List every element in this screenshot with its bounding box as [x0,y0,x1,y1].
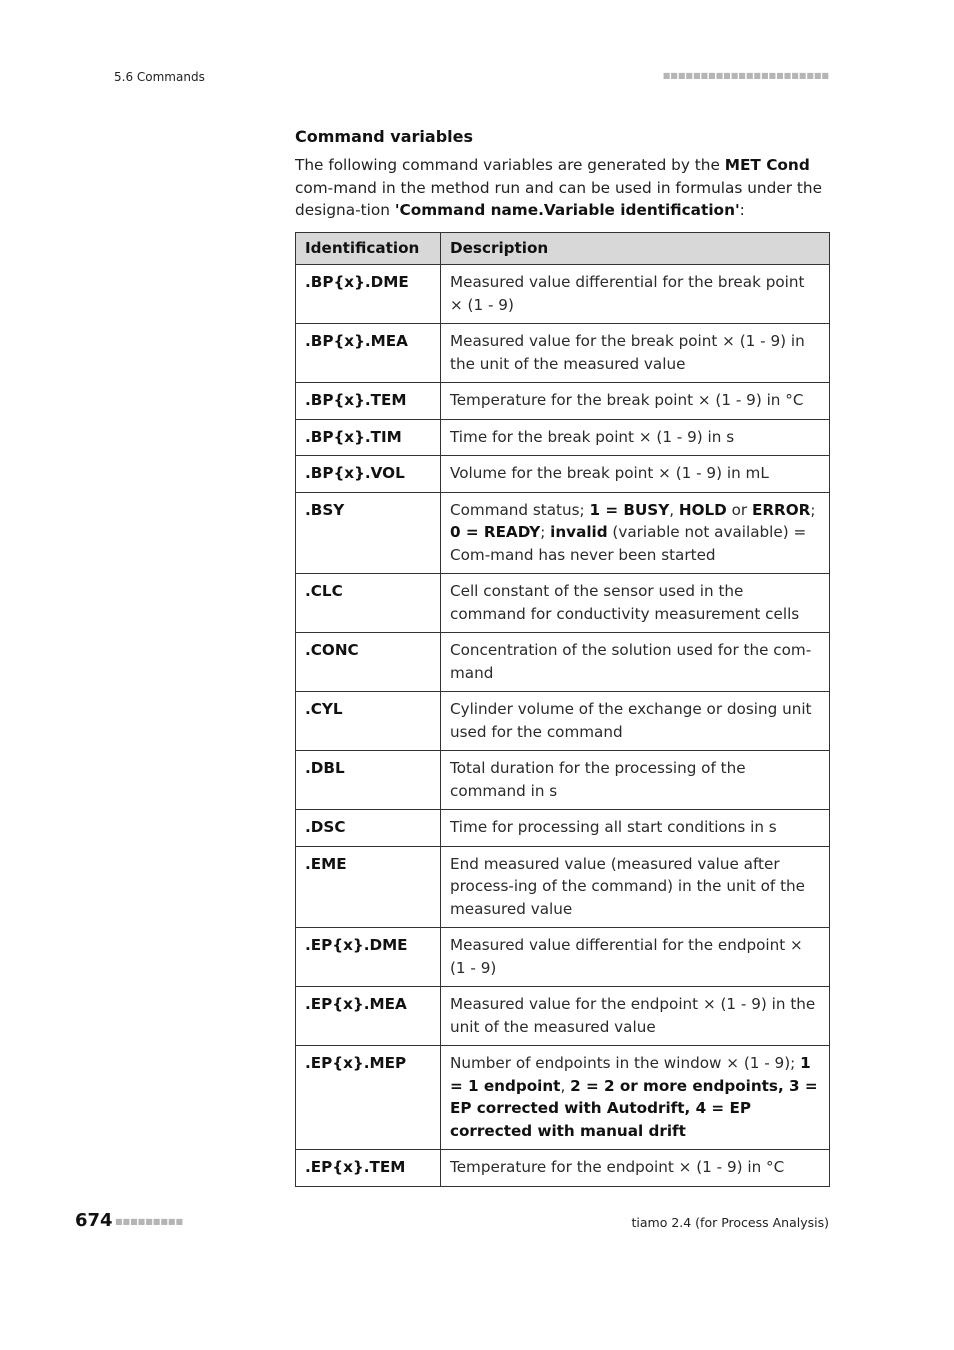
table-row [296,265,830,324]
variable-identification: .EP{x}.MEA [296,987,441,1046]
description-bold-text: ERROR [751,500,811,519]
table-body [296,265,830,1187]
variable-description [441,492,830,574]
variable-description: Volume for the break point × (1 - 9) in mL [441,456,830,493]
table-row [296,987,830,1046]
variable-description: Total duration for the processing of the command in s [441,751,830,810]
variable-identification: .EME [296,846,441,928]
description-bold-text: 0 = READY [450,523,541,541]
variable-identification: .EP{x}.TEM [296,1150,441,1187]
running-header-section: 5.6 Commands [114,70,205,84]
variable-identification: .DSC [296,810,441,847]
variable-identification: .BP{x}.TEM [296,383,441,420]
variable-identification: .BP{x}.VOL [296,456,441,493]
table-row [296,383,830,420]
table-row [296,456,830,493]
footer-decoration: ■■■■■■■■■ [115,1217,184,1226]
variable-identification: .DBL [296,751,441,810]
variable-identification: .BSY [296,492,441,574]
page-number: 674 [75,1210,113,1231]
description-text: Number of endpoints in the window × (1 - 9); [450,1054,801,1072]
description-bold-text: invalid [550,523,608,541]
variable-identification: .BP{x}.MEA [296,324,441,383]
table-row [296,419,830,456]
intro-designation: 'Command name.Variable identification' [394,201,740,219]
command-variables-table [295,232,830,1187]
description-text: ; [810,500,816,519]
column-header-description: Description [441,232,830,265]
table-row [296,692,830,751]
table-row [296,751,830,810]
main-content [295,127,830,1187]
variable-description: Concentration of the solution used for the com-mand [441,633,830,692]
table-row [296,928,830,987]
intro-text-1: The following command variables are generated by the [295,156,725,174]
variable-description: Cell constant of the sensor used in the command for conductivity measurement cells [441,574,830,633]
description-text: , [669,500,679,519]
description-text: ; [540,523,551,541]
variable-description: Measured value for the break point × (1 - 9) in the unit of the measured value [441,324,830,383]
description-bold-text: HOLD [678,500,727,519]
footer-product-name: tiamo 2.4 (for Process Analysis) [631,1215,829,1230]
intro-paragraph [295,154,830,222]
intro-command-name: MET Cond [724,156,810,174]
variable-description: Measured value for the endpoint × (1 - 9) in the unit of the measured value [441,987,830,1046]
description-text: or [726,500,752,519]
variable-description: Time for the break point × (1 - 9) in s [441,419,830,456]
table-row [296,492,830,574]
variable-description: Time for processing all start conditions in s [441,810,830,847]
section-title: Command variables [295,127,473,146]
description-bold-text: 1 = 1 endpoint [450,1054,811,1095]
table-row [296,846,830,928]
table-row [296,633,830,692]
table-row [296,324,830,383]
variable-identification: .CLC [296,574,441,633]
description-text: (variable not available) = Com-mand has never been started [450,523,807,564]
table-row [296,574,830,633]
variable-identification: .BP{x}.DME [296,265,441,324]
intro-text-2: com-mand in the method run and can be used in formulas under the designa-tion [295,178,822,219]
table-row [296,1046,830,1150]
variable-identification: .EP{x}.DME [296,928,441,987]
table-row [296,810,830,847]
table-row [296,1150,830,1187]
table-header-row [296,232,830,265]
variable-identification: .CYL [296,692,441,751]
variable-identification: .EP{x}.MEP [296,1046,441,1150]
description-text: Command status; [450,500,590,519]
intro-text-3: : [739,201,745,219]
variable-description: Measured value differential for the break point × (1 - 9) [441,265,830,324]
description-bold-text: 1 = BUSY [589,500,670,519]
variable-description: Measured value differential for the endpoint × (1 - 9) [441,928,830,987]
variable-description: End measured value (measured value after process-ing of the command) in the unit of the measured value [441,846,830,928]
variable-description: Cylinder volume of the exchange or dosing unit used for the command [441,692,830,751]
variable-description: Temperature for the endpoint × (1 - 9) in °C [441,1150,830,1187]
description-bold-text: 2 = 2 or more endpoints, 3 = EP corrected with Autodrift, 4 = EP corrected with manual drift [450,1076,818,1140]
column-header-identification: Identification [296,232,441,265]
variable-identification: .BP{x}.TIM [296,419,441,456]
variable-description: Temperature for the break point × (1 - 9) in °C [441,383,830,420]
variable-identification: .CONC [296,633,441,692]
variable-description [441,1046,830,1150]
running-header-decoration: ■■■■■■■■■■■■■■■■■■■■■■ [662,71,829,80]
description-text: , [560,1076,571,1095]
